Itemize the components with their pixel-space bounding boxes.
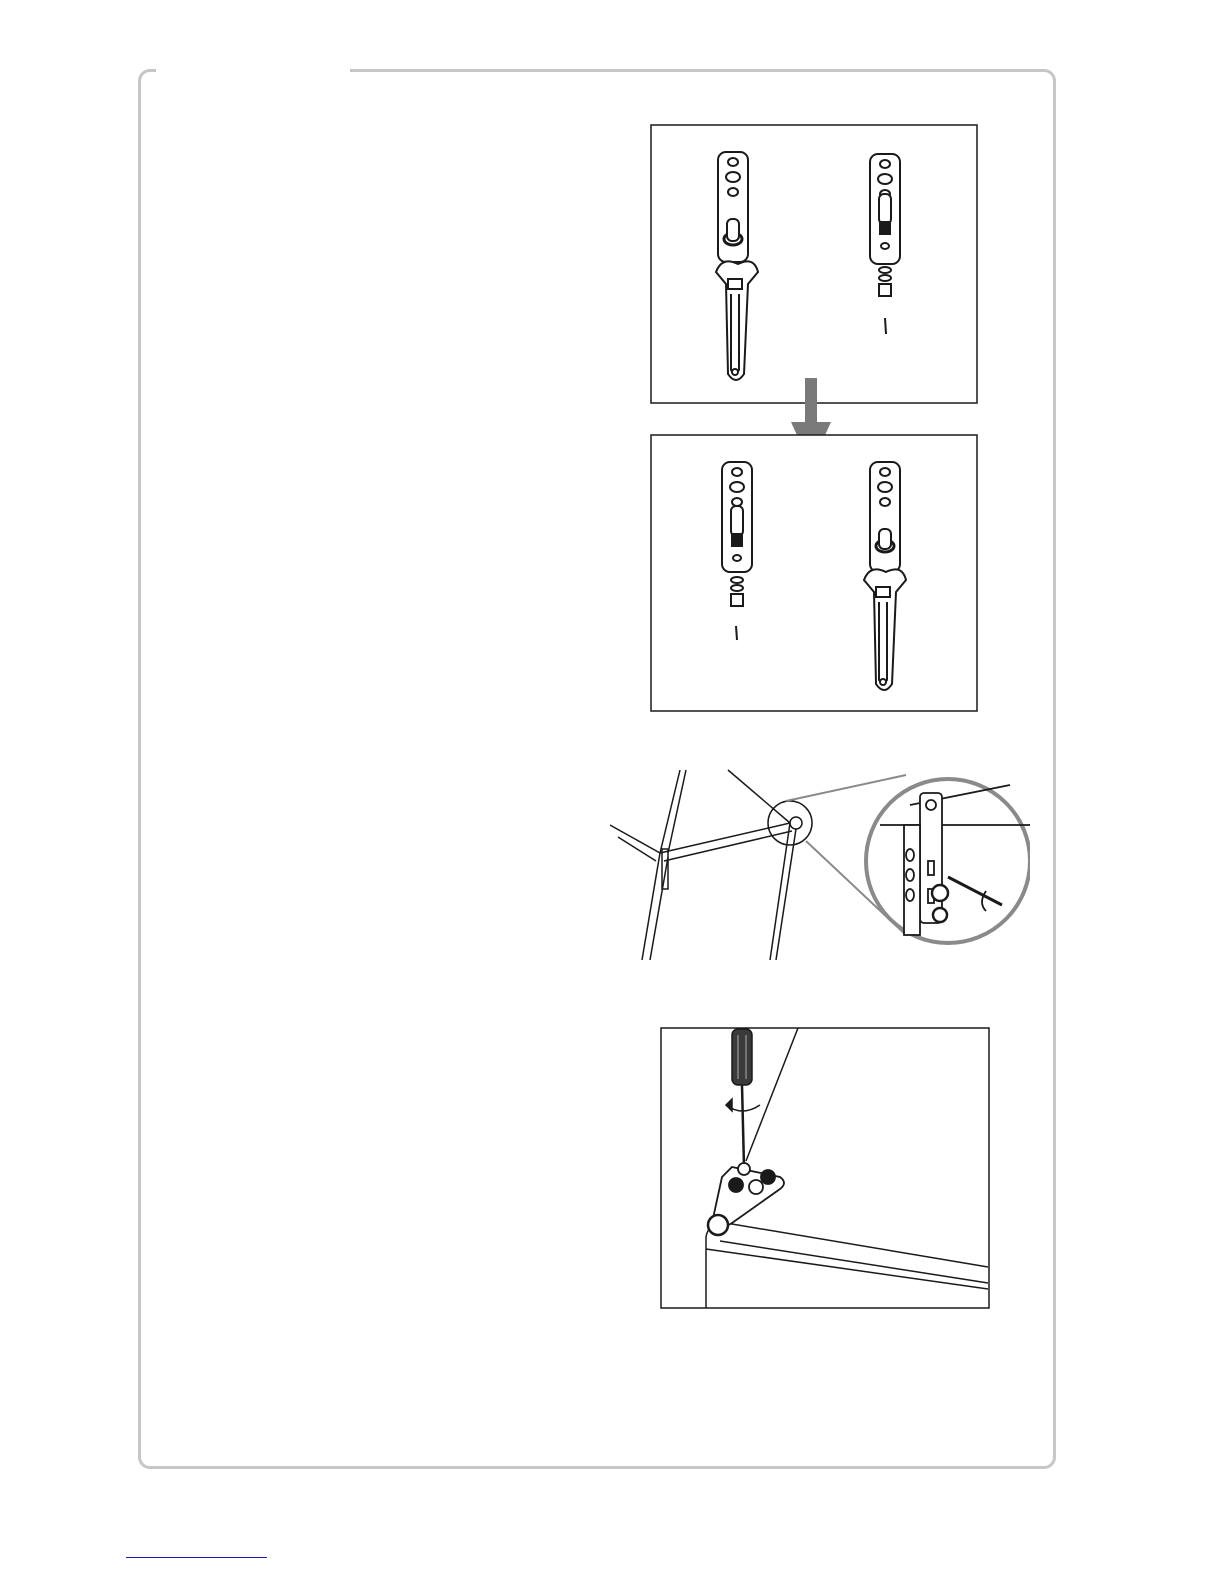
hinge-pin-figure-after [650,434,978,712]
middle-hinge-svg [610,765,1030,965]
hinge-bracket-left [718,152,748,262]
bottom-hinge-figure [660,1027,990,1309]
frame-header-gap [156,64,350,76]
hinge-pin-after-svg [650,434,978,712]
cabinet-outline [610,770,812,960]
hinge-pin-figure-before [650,124,978,404]
footer-rule [126,1557,267,1558]
hinge-pin-before-svg [650,124,978,404]
hinge-bracket-right [870,462,900,572]
bottom-hinge-svg [660,1027,990,1309]
middle-hinge-figure [610,765,1030,965]
